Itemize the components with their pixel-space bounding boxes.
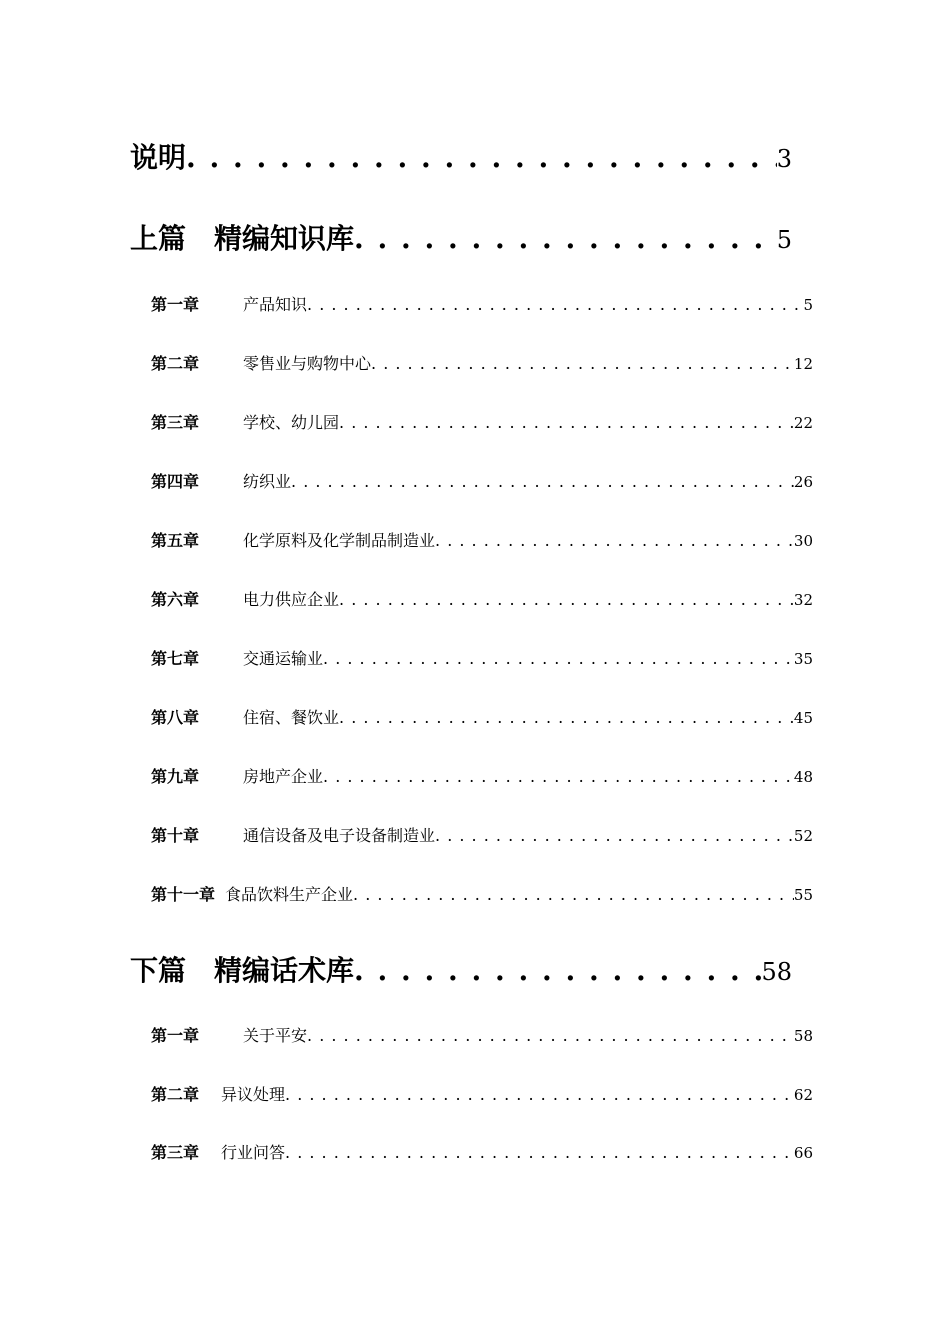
toc-page-number: 30 — [793, 532, 813, 550]
chapter-title: 异议处理 — [221, 1085, 286, 1104]
toc-entry-chapter[interactable] — [151, 823, 813, 846]
chapter-label: 第三章 — [151, 1143, 200, 1162]
toc-entry-chapter[interactable] — [151, 410, 813, 433]
dot-leader — [354, 954, 761, 987]
chapter-label: 第一章 — [151, 1026, 200, 1045]
toc-entry-chapter[interactable] — [151, 1140, 813, 1163]
dot-leader — [435, 826, 794, 845]
toc-page-number: 52 — [793, 827, 813, 845]
toc-entry-part-one[interactable] — [130, 217, 792, 257]
chapter-title: 房地产企业 — [243, 767, 324, 786]
toc-entry-chapter[interactable] — [151, 587, 813, 610]
toc-entry-chapter[interactable] — [151, 1023, 813, 1046]
chapter-label: 第二章 — [151, 354, 200, 373]
toc-page-number: 66 — [793, 1144, 813, 1162]
dot-leader — [307, 295, 803, 314]
toc-entry-chapter[interactable] — [151, 764, 813, 787]
toc-page-number: 26 — [793, 473, 813, 491]
toc-title: 下篇 精编话术库 — [130, 954, 355, 987]
toc-page-number: 5 — [776, 226, 792, 254]
chapter-title: 零售业与购物中心 — [243, 354, 372, 373]
chapter-label: 第七章 — [151, 649, 200, 668]
toc-entry-chapter[interactable] — [151, 1082, 813, 1105]
dot-leader — [339, 708, 794, 727]
toc-page-number: 48 — [793, 768, 813, 786]
dot-leader — [285, 1143, 794, 1162]
chapter-label: 第四章 — [151, 472, 200, 491]
chapter-title: 住宿、餐饮业 — [243, 708, 340, 727]
chapter-label: 第一章 — [151, 295, 200, 314]
toc-entry-chapter[interactable] — [151, 528, 813, 551]
chapter-title: 食品饮料生产企业 — [225, 885, 354, 904]
toc-title: 说明 — [130, 141, 187, 174]
toc-page-number: 62 — [793, 1086, 813, 1104]
toc-entry-chapter[interactable] — [151, 705, 813, 728]
toc-entry-chapter[interactable] — [151, 351, 813, 374]
toc-page-number: 55 — [793, 886, 813, 904]
dot-leader — [291, 472, 794, 491]
dot-leader — [285, 1085, 794, 1104]
chapter-label: 第十一章 — [151, 885, 216, 904]
chapter-label: 第二章 — [151, 1085, 200, 1104]
toc-page-number: 58 — [793, 1027, 813, 1045]
dot-leader — [307, 1026, 794, 1045]
toc-page-number: 3 — [776, 145, 792, 173]
dot-leader — [323, 767, 794, 786]
chapter-title: 行业问答 — [221, 1143, 286, 1162]
toc-page-number: 58 — [761, 958, 792, 986]
chapter-title: 关于平安 — [243, 1026, 308, 1045]
dot-leader — [354, 222, 777, 255]
toc-title: 上篇 精编知识库 — [130, 222, 355, 255]
toc-page-number: 12 — [793, 355, 813, 373]
chapter-title: 交通运输业 — [243, 649, 324, 668]
chapter-label: 第六章 — [151, 590, 200, 609]
chapter-label: 第十章 — [151, 826, 200, 845]
chapter-title: 学校、幼儿园 — [243, 413, 340, 432]
dot-leader — [371, 354, 794, 373]
dot-leader — [323, 649, 794, 668]
dot-leader — [435, 531, 794, 550]
chapter-title: 电力供应企业 — [243, 590, 340, 609]
chapter-label: 第九章 — [151, 767, 200, 786]
toc-entry-chapter[interactable] — [151, 646, 813, 669]
toc-entry-chapter[interactable] — [151, 469, 813, 492]
toc-page-number: 22 — [793, 414, 813, 432]
chapter-title: 通信设备及电子设备制造业 — [243, 826, 436, 845]
dot-leader — [186, 141, 777, 174]
dot-leader — [339, 590, 794, 609]
toc-page-number: 5 — [803, 296, 813, 314]
dot-leader — [353, 885, 794, 904]
toc-entry-chapter[interactable] — [151, 882, 813, 905]
chapter-title: 产品知识 — [243, 295, 308, 314]
chapter-label: 第五章 — [151, 531, 200, 550]
toc-page-number: 45 — [793, 709, 813, 727]
chapter-label: 第八章 — [151, 708, 200, 727]
toc-page-number: 35 — [793, 650, 813, 668]
chapter-title: 化学原料及化学制品制造业 — [243, 531, 436, 550]
toc-page-number: 32 — [793, 591, 813, 609]
dot-leader — [339, 413, 794, 432]
toc-entry-part-two[interactable] — [130, 949, 792, 989]
toc-entry-chapter[interactable] — [151, 292, 813, 315]
toc-entry-preface[interactable] — [130, 136, 792, 176]
chapter-label: 第三章 — [151, 413, 200, 432]
chapter-title: 纺织业 — [243, 472, 292, 491]
